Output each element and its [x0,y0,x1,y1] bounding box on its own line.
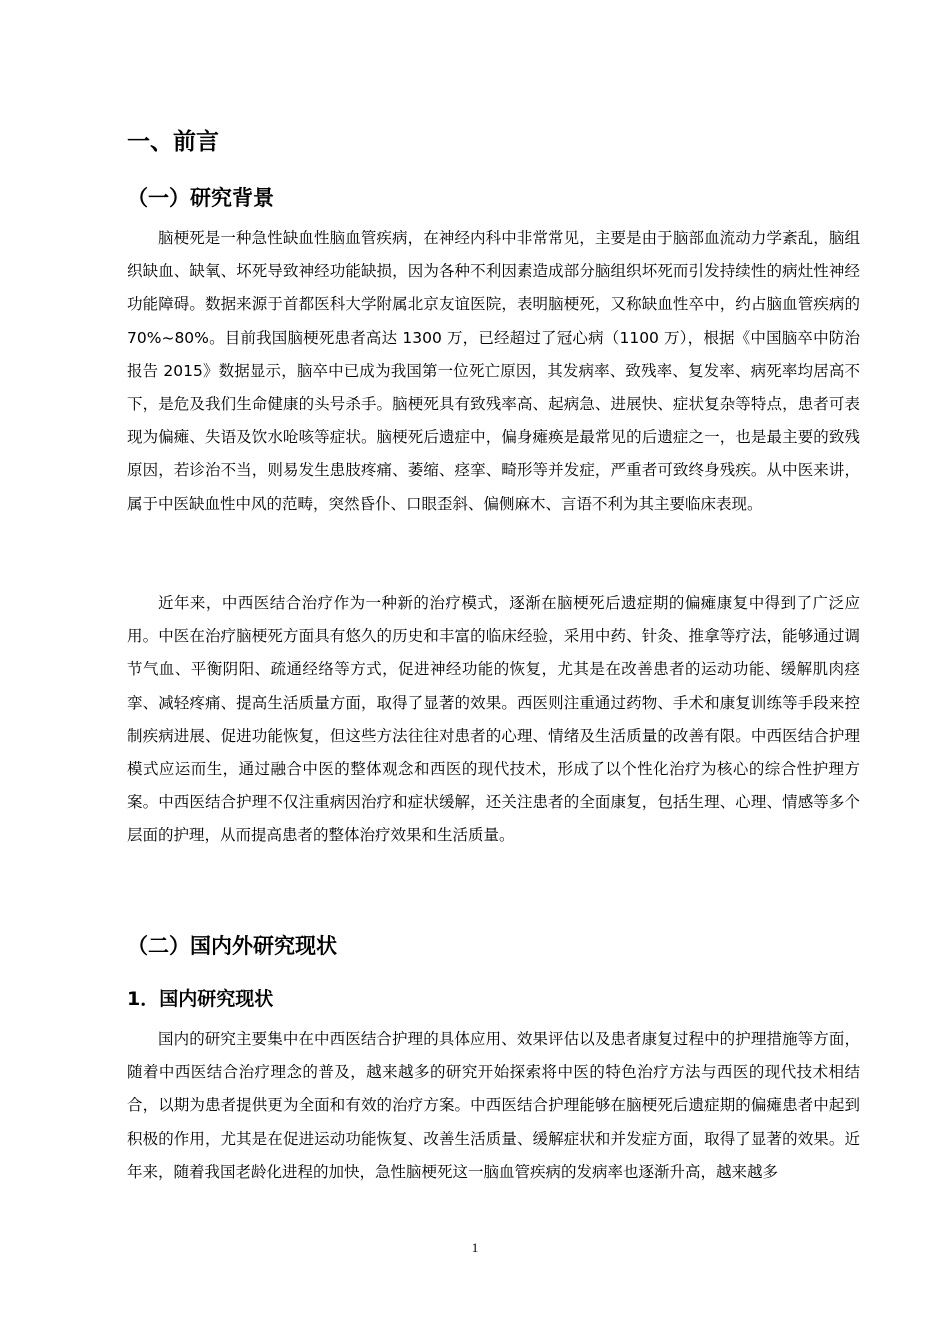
section-title-research-background: （一）研究背景 [127,186,274,210]
heading-preface: 一、前言 [127,129,219,155]
paragraph: 脑梗死是一种急性缺血性脑血管疾病，在神经内科中非常常见，主要是由于脑部血流动力学紊乱，脑组织缺血、缺氧、坏死导致神经功能缺损，因为各种不利因素造成部分脑组织坏死而引发持续性的病灶性神经功能障碍。数据来源于首都医科大学附属北京友谊医院，表明脑梗死，又称缺血性卒中，约占脑血管疾病的 70%~80%。目前我国脑梗死患者高达 1300 万，已经超过了冠心病（1100 万），根据《中国脑卒中防治报告 2015》数据显示，脑卒中已成为我国第一位死亡原因，其发病率、致残率、复发率、病死率均居高不下，是危及我们生命健康的头号杀手。脑梗死具有致残率高、起病急、进展快、症状复杂等特点，患者可表现为偏瘫、失语及饮水呛咳等症状。脑梗死后遗症中，偏身瘫痪是最常见的后遗症之一，也是最主要的致残原因，若诊治不当，则易发生患肢疼痛、萎缩、痉挛、畸形等并发症，严重者可致终身残疾。从中医来讲，属于中医缺血性中风的范畴，突然昏仆、口眼歪斜、偏侧麻木、言语不利为其主要临床表现。 [127,229,860,513]
page-number: 1 [471,1240,479,1255]
paragraph: 近年来，中西医结合治疗作为一种新的治疗模式，逐渐在脑梗死后遗症期的偏瘫康复中得到了广泛应用。中医在治疗脑梗死方面具有悠久的历史和丰富的临床经验，采用中药、针灸、推拿等疗法，能够通过调节气血、平衡阴阳、疏通经络等方式，促进神经功能的恢复，尤其是在改善患者的运动功能、缓解肌肉痉挛、减轻疼痛、提高生活质量方面，取得了显著的效果。西医则注重通过药物、手术和康复训练等手段来控制疾病进展、促进功能恢复，但这些方法往往对患者的心理、情绪及生活质量的改善有限。中西医结合护理模式应运而生，通过融合中医的整体观念和西医的现代技术，形成了以个性化治疗为核心的综合性护理方案。中西医结合护理不仅注重病因治疗和症状缓解，还关注患者的全面康复，包括生理、心理、情感等多个层面的护理，从而提高患者的整体治疗效果和生活质量。 [127,594,860,845]
paragraph: 国内的研究主要集中在中西医结合护理的具体应用、效果评估以及患者康复过程中的护理措施等方面，随着中西医结合治疗理念的普及，越来越多的研究开始探索将中医的特色治疗方法与西医的现代技术相结合，以期为患者提供更为全面和有效的治疗方案。中西医结合护理能够在脑梗死后遗症期的偏瘫患者中起到积极的作用，尤其是在促进运动功能恢复、改善生活质量、缓解症状和并发症方面，取得了显著的效果。近年来，随着我国老龄化进程的加快，急性脑梗死这一脑血管疾病的发病率也逐渐升高，越来越多 [127,1030,860,1181]
section-title-research-status: （二）国内外研究现状 [127,934,337,958]
subsection-title-domestic-research: 1．国内研究现状 [127,988,274,1010]
